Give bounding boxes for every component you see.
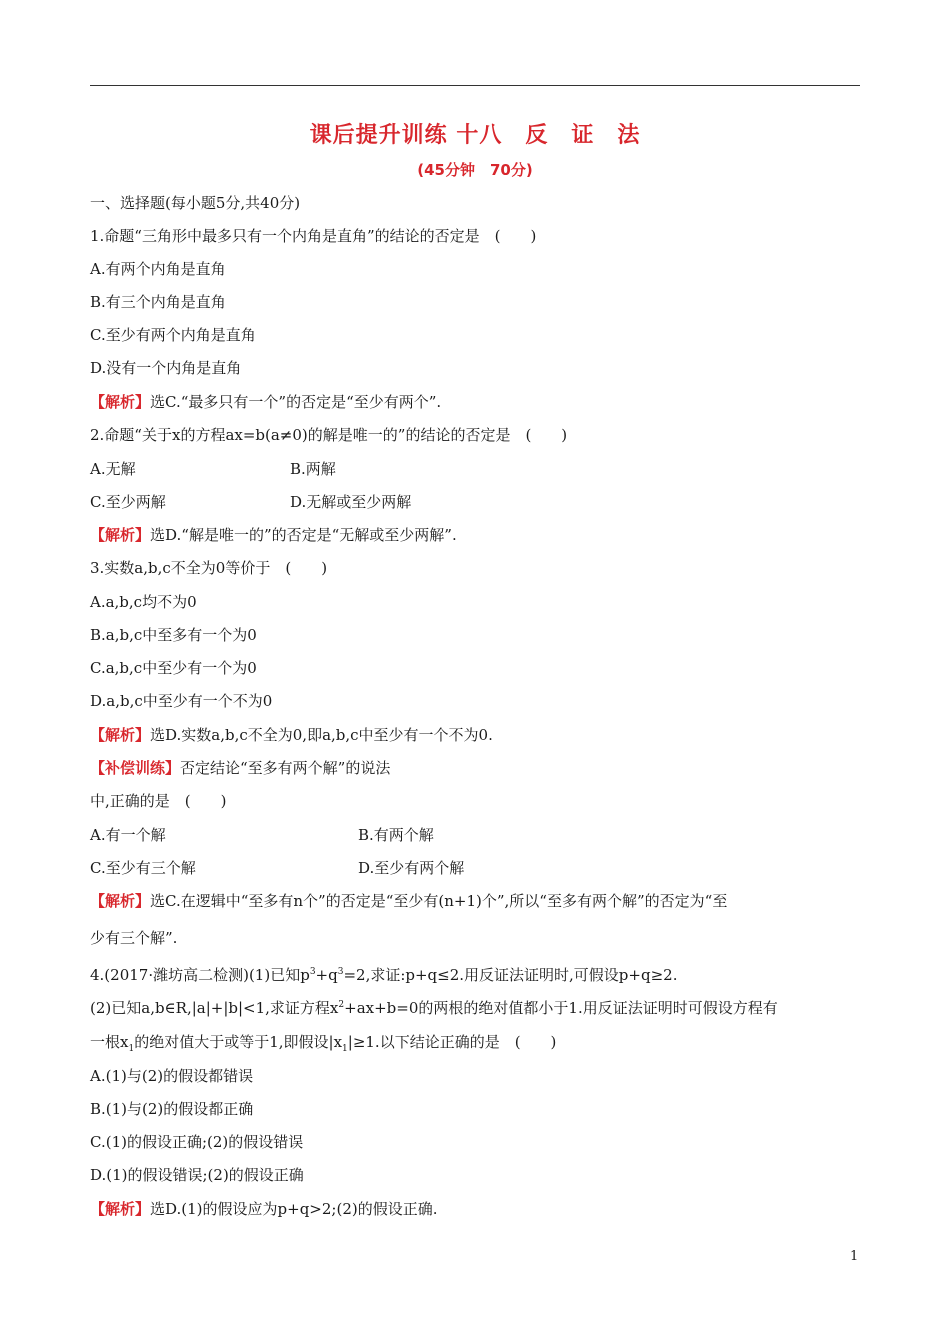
q2-options-row1 [90,459,336,479]
q4-analysis [90,1199,437,1219]
subscript: 1 [342,1044,348,1054]
q2-option-a: A.无解 [90,460,136,478]
q2-option-d: D.无解或至少两解 [290,493,412,511]
q2-analysis-text: 选D.“解是唯一的”的否定是“无解或至少两解”. [150,526,457,544]
bc-analysis-line2: 少有三个解”. [90,929,178,947]
bc-stem-text: 否定结论“至多有两个解”的说法 [180,759,391,777]
bc-option-a: A.有一个解 [90,826,166,844]
q3-analysis-text: 选D.实数a,b,c不全为0,即a,b,c中至少有一个不为0. [150,726,493,744]
bc-option-d: D.至少有两个解 [358,859,465,877]
bc-options-row2 [90,858,465,878]
bc-stem-line1 [90,758,390,778]
section-heading: 一、选择题(每小题5分,共40分) [90,194,301,212]
q2-stem: 2.命题“关于x的方程ax=b(a≠0)的解是唯一的”的结论的否定是 ( ) [90,426,568,444]
q4-stem-line2 [90,995,778,1018]
bc-stem-line2: 中,正确的是 ( ) [90,792,227,810]
bc-analysis-line1 [90,891,727,911]
q3-option-a: A.a,b,c均不为0 [90,593,197,611]
superscript: 2 [338,1000,345,1010]
q4-text: |≥1.以下结论正确的是 ( ) [347,1033,557,1051]
page-subtitle: (45分钟 70分) [417,161,533,179]
q2-options-row2 [90,492,412,512]
q3-option-c: C.a,b,c中至少有一个为0 [90,659,257,677]
q3-option-b: B.a,b,c中至多有一个为0 [90,626,257,644]
q1-option-c: C.至少有两个内角是直角 [90,326,256,344]
q4-text: +q [315,966,338,984]
q4-text: +ax+b=0的两根的绝对值都小于1.用反证法证明时可假设方程有 [344,999,778,1017]
analysis-tag: 【解析】 [90,526,151,544]
bc-option-c: C.至少有三个解 [90,859,196,877]
q1-analysis [90,392,441,412]
q1-stem: 1.命题“三角形中最多只有一个内角是直角”的结论的否定是 ( ) [90,227,537,245]
q4-text: 4.(2017·潍坊高二检测)(1)已知p [90,966,310,984]
superscript: 3 [309,967,316,977]
q4-text: 一根x [90,1033,129,1051]
q4-text: (2)已知a,b∈R,|a|+|b|<1,求证方程x [90,999,339,1017]
analysis-tag: 【解析】 [90,892,151,910]
q1-option-b: B.有三个内角是直角 [90,293,226,311]
q3-option-d: D.a,b,c中至少有一个不为0 [90,692,273,710]
q2-option-b: B.两解 [290,460,336,478]
q4-analysis-text: 选D.(1)的假设应为p+q>2;(2)的假设正确. [150,1200,438,1218]
q4-stem-line1 [90,962,677,985]
page-number: 1 [850,1249,859,1264]
q4-option-d: D.(1)的假设错误;(2)的假设正确 [90,1166,304,1184]
q3-analysis [90,725,493,745]
q2-option-c: C.至少两解 [90,493,166,511]
analysis-tag: 【解析】 [90,1200,151,1218]
q4-option-a: A.(1)与(2)的假设都错误 [90,1067,254,1085]
q2-analysis [90,525,457,545]
q4-text: 的绝对值大于或等于1,即假设|x [134,1033,343,1051]
q4-option-b: B.(1)与(2)的假设都正确 [90,1100,254,1118]
q1-option-a: A.有两个内角是直角 [90,260,226,278]
bc-option-b: B.有两个解 [358,826,434,844]
q4-text: =2,求证:p+q≤2.用反证法证明时,可假设p+q≥2. [343,966,678,984]
q3-stem: 3.实数a,b,c不全为0等价于 ( ) [90,559,328,577]
bc-options-row1 [90,825,434,845]
analysis-tag: 【解析】 [90,393,151,411]
bc-analysis-text: 选C.在逻辑中“至多有n个”的否定是“至少有(n+1)个”,所以“至多有两个解”的否定为“至 [150,892,728,910]
superscript: 3 [337,967,344,977]
subscript: 1 [128,1044,135,1054]
analysis-tag: 【解析】 [90,726,151,744]
compensation-tag: 【补偿训练】 [90,759,181,777]
page-title: 课后提升训练 十八 反 证 法 [309,123,641,148]
q4-stem-line3 [90,1032,556,1059]
header-rule [90,85,860,86]
q1-option-d: D.没有一个内角是直角 [90,359,242,377]
q1-analysis-text: 选C.“最多只有一个”的否定是“至少有两个”. [150,393,442,411]
q4-option-c: C.(1)的假设正确;(2)的假设错误 [90,1133,304,1151]
